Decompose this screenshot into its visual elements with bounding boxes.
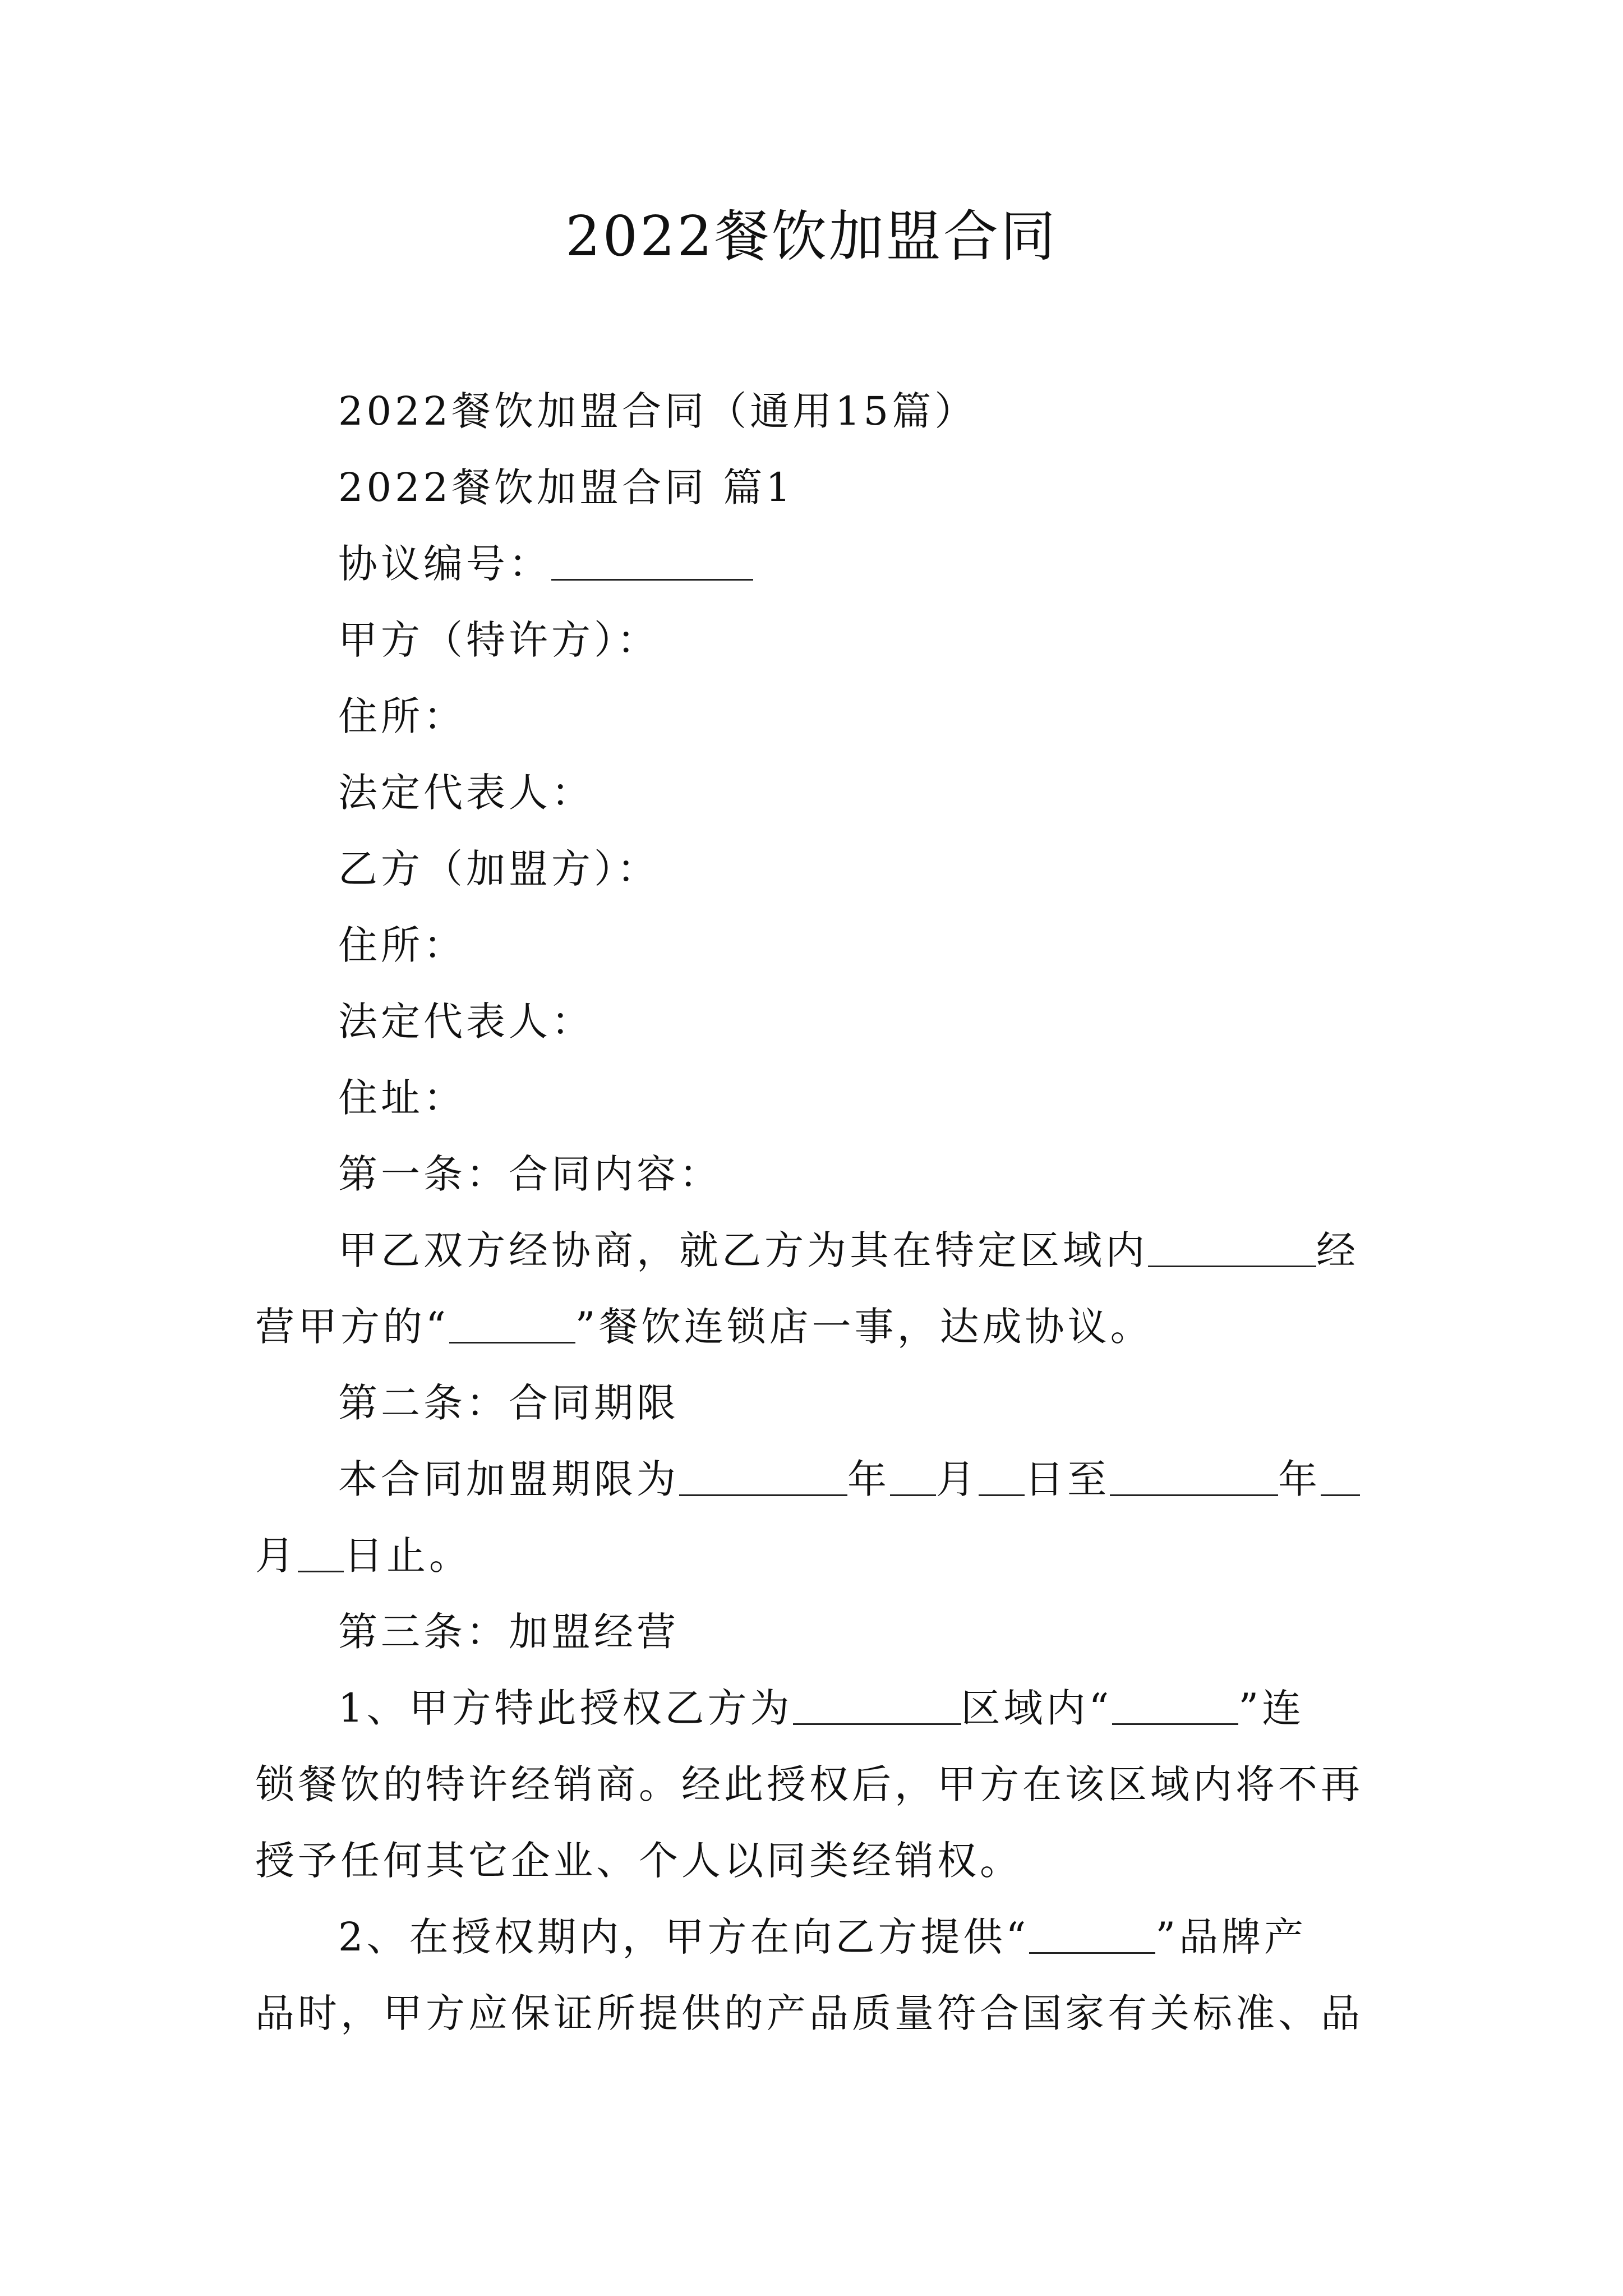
- article-3-item-2-text-a: 2、在授权期内，甲方在向乙方提供“: [338, 1914, 1030, 1960]
- article-2-heading: [255, 1365, 1394, 1441]
- end-month-label: 月: [255, 1533, 298, 1579]
- article-3-item-1-text-b: 区域内“: [961, 1685, 1113, 1731]
- article-3-heading: [255, 1594, 1394, 1670]
- article-3-item-2-line-2: [255, 1975, 1394, 2051]
- party-b-representative-label: 法定代表人：: [338, 999, 594, 1045]
- article-2-text-a: 本合同加盟期限为: [338, 1456, 679, 1502]
- party-b-label: 乙方（加盟方）：: [338, 846, 660, 892]
- article-1-text-a: 甲乙双方经协商，就乙方为其在特定区域内: [338, 1227, 1148, 1273]
- party-a-address-label: 住所：: [338, 693, 466, 739]
- party-b-representative-line: [255, 983, 1394, 1060]
- start-month-label: 月: [936, 1456, 979, 1502]
- authorized-region-blank: [793, 1686, 961, 1725]
- article-3-item-1-line-1: [255, 1670, 1394, 1746]
- start-day-label: 日至: [1025, 1456, 1110, 1502]
- party-a-representative-line: [255, 754, 1394, 831]
- end-month-blank-part1: [1321, 1457, 1360, 1496]
- article-1-heading: [255, 1136, 1394, 1212]
- end-year-label: 年: [1278, 1456, 1321, 1502]
- party-a-address-line: [255, 678, 1394, 754]
- article-3-item-1-text-c: ”连: [1238, 1685, 1305, 1731]
- product-brand-blank: [1029, 1915, 1155, 1954]
- brand-blank: [449, 1305, 575, 1343]
- article-3-item-1-text-a: 1、甲方特此授权乙方为: [338, 1685, 793, 1731]
- start-year-blank: [679, 1457, 847, 1496]
- article-3-item-2-text-c: 品时，甲方应保证所提供的产品质量符合国家有关标准、品: [255, 1990, 1363, 2036]
- party-b-address-line: [255, 907, 1394, 983]
- start-year-label: 年: [847, 1456, 890, 1502]
- article-3-item-2-line-1: [255, 1899, 1394, 1975]
- residence-line: [255, 1060, 1394, 1136]
- start-day-blank: [979, 1457, 1025, 1496]
- document-title: 2022餐饮加盟合同: [565, 205, 1058, 269]
- article-3-heading-text: 第三条：加盟经营: [338, 1609, 679, 1655]
- article-3-item-1-text-e: 授予任何其它企业、个人以同类经销权。: [255, 1838, 1022, 1884]
- region-blank: [1148, 1228, 1316, 1267]
- article-1-text-c: 营甲方的“: [255, 1304, 449, 1350]
- chain-brand-blank: [1112, 1686, 1238, 1725]
- article-1-heading-text: 第一条：合同内容：: [338, 1151, 722, 1197]
- section-heading-line: [255, 449, 1394, 526]
- article-1-paragraph-line-2: [255, 1289, 1394, 1365]
- article-3-item-2-text-b: ”品牌产: [1155, 1914, 1307, 1960]
- article-2-paragraph-line-2: [255, 1517, 1394, 1594]
- party-a-line: [255, 602, 1394, 678]
- article-3-item-1-line-3: [255, 1823, 1394, 1899]
- article-1-text-b: 经: [1316, 1227, 1359, 1273]
- party-b-line: [255, 831, 1394, 907]
- residence-label: 住址：: [338, 1075, 466, 1121]
- article-2-heading-text: 第二条：合同期限: [338, 1380, 679, 1426]
- agreement-number-line: [255, 526, 1394, 602]
- subtitle-line: [255, 373, 1394, 449]
- article-1-paragraph-line-1: [255, 1212, 1394, 1289]
- document-body: [255, 373, 1394, 2051]
- article-1-text-d: ”餐饮连锁店一事，达成协议。: [575, 1304, 1153, 1350]
- agreement-number-blank: [551, 542, 753, 581]
- party-a-representative-label: 法定代表人：: [338, 770, 594, 816]
- party-b-address-label: 住所：: [338, 922, 466, 968]
- start-month-blank: [890, 1457, 936, 1496]
- article-3-item-1-line-2: [255, 1746, 1394, 1823]
- party-a-label: 甲方（特许方）：: [338, 617, 660, 663]
- end-year-blank: [1110, 1457, 1278, 1496]
- agreement-number-label: 协议编号：: [338, 541, 551, 587]
- end-day-blank: [298, 1534, 344, 1572]
- section-heading-text: 2022餐饮加盟合同 篇1: [338, 464, 794, 510]
- end-day-label: 日止。: [344, 1533, 472, 1579]
- article-2-paragraph-line-1: [255, 1441, 1394, 1517]
- article-3-item-1-text-d: 锁餐饮的特许经销商。经此授权后，甲方在该区域内将不再: [255, 1761, 1363, 1807]
- subtitle-text: 2022餐饮加盟合同（通用15篇）: [338, 388, 978, 434]
